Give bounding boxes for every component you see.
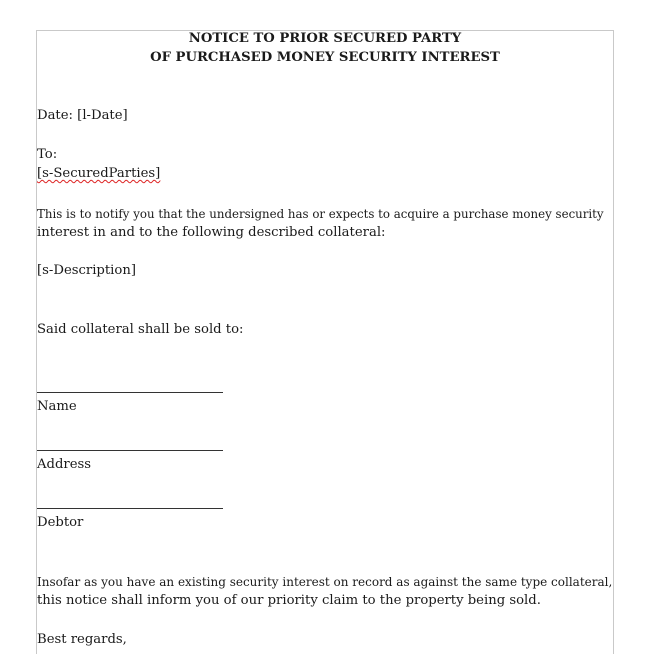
document-title-line-1: NOTICE TO PRIOR SECURED PARTY bbox=[188, 31, 462, 46]
document-title-line-2: OF PURCHASED MONEY SECURITY INTEREST bbox=[150, 50, 500, 65]
name-label: Name bbox=[37, 399, 77, 414]
page-border-right bbox=[613, 30, 614, 654]
debtor-label: Debtor bbox=[37, 515, 84, 530]
secured-parties-field: [s-SecuredParties] bbox=[37, 166, 161, 181]
address-label: Address bbox=[37, 457, 92, 472]
description-field: [s-Description] bbox=[37, 263, 136, 278]
address-signature-line bbox=[37, 450, 223, 451]
priority-paragraph-line-2: this notice shall inform you of our priority claim to the property being sold. bbox=[37, 593, 541, 608]
debtor-signature-line bbox=[37, 508, 223, 509]
priority-paragraph-line-1: Insofar as you have an existing security interest on record as against the same type collateral, bbox=[37, 575, 613, 589]
to-label: To: bbox=[37, 147, 58, 162]
notice-paragraph-line-1: This is to notify you that the undersigned has or expects to acquire a purchase money security bbox=[37, 207, 604, 221]
notice-paragraph-line-2: interest in and to the following described collateral: bbox=[37, 225, 386, 240]
closing-line: Best regards, bbox=[37, 632, 127, 647]
date-line: Date: [l-Date] bbox=[37, 108, 128, 123]
name-signature-line bbox=[37, 392, 223, 393]
sold-to-line: Said collateral shall be sold to: bbox=[37, 322, 244, 337]
